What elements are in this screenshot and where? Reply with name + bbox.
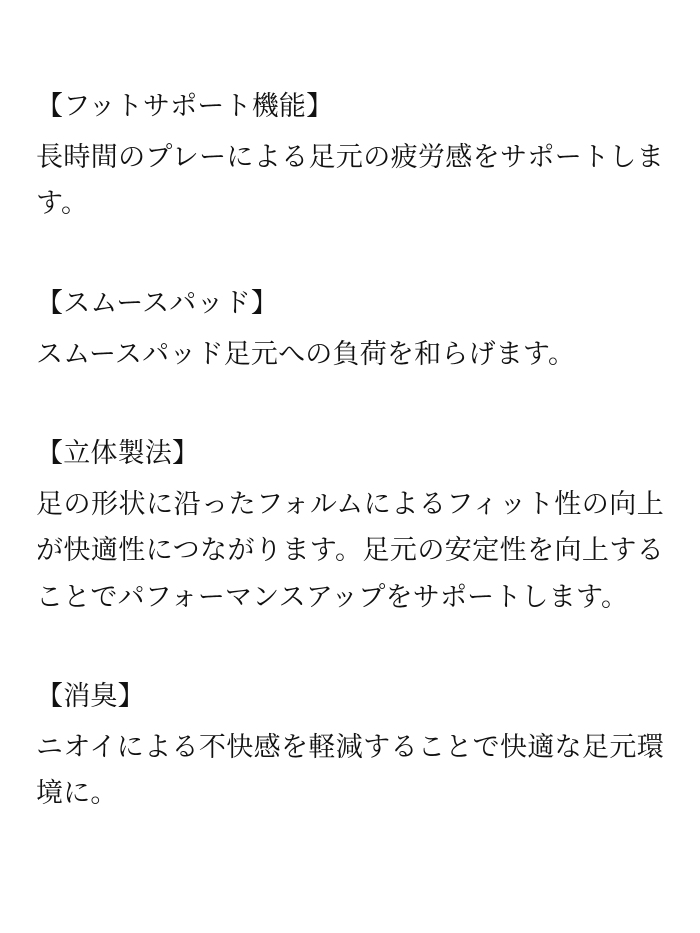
feature-section: [36, 676, 664, 817]
section-body: スムースパッド足元への負荷を和らげます。: [36, 338, 576, 369]
feature-section: [36, 433, 664, 620]
section-heading: 【消臭】: [36, 681, 145, 712]
section-body: 足の形状に沿ったフォルムによるフィット性の向上が快適性につながります。足元の安定性を向上することでパフォーマンスアップをサポートします。: [36, 488, 664, 612]
section-body: ニオイによる不快感を軽減することで快適な足元環境に。: [36, 732, 664, 809]
section-heading: 【フットサポート機能】: [36, 91, 334, 121]
feature-section: [36, 86, 664, 227]
feature-section: [36, 283, 664, 377]
section-heading: 【立体製法】: [36, 438, 200, 468]
section-heading: 【スムースパッド】: [36, 287, 279, 318]
section-body: 長時間のプレーによる足元の疲労感をサポートします。: [36, 141, 664, 219]
